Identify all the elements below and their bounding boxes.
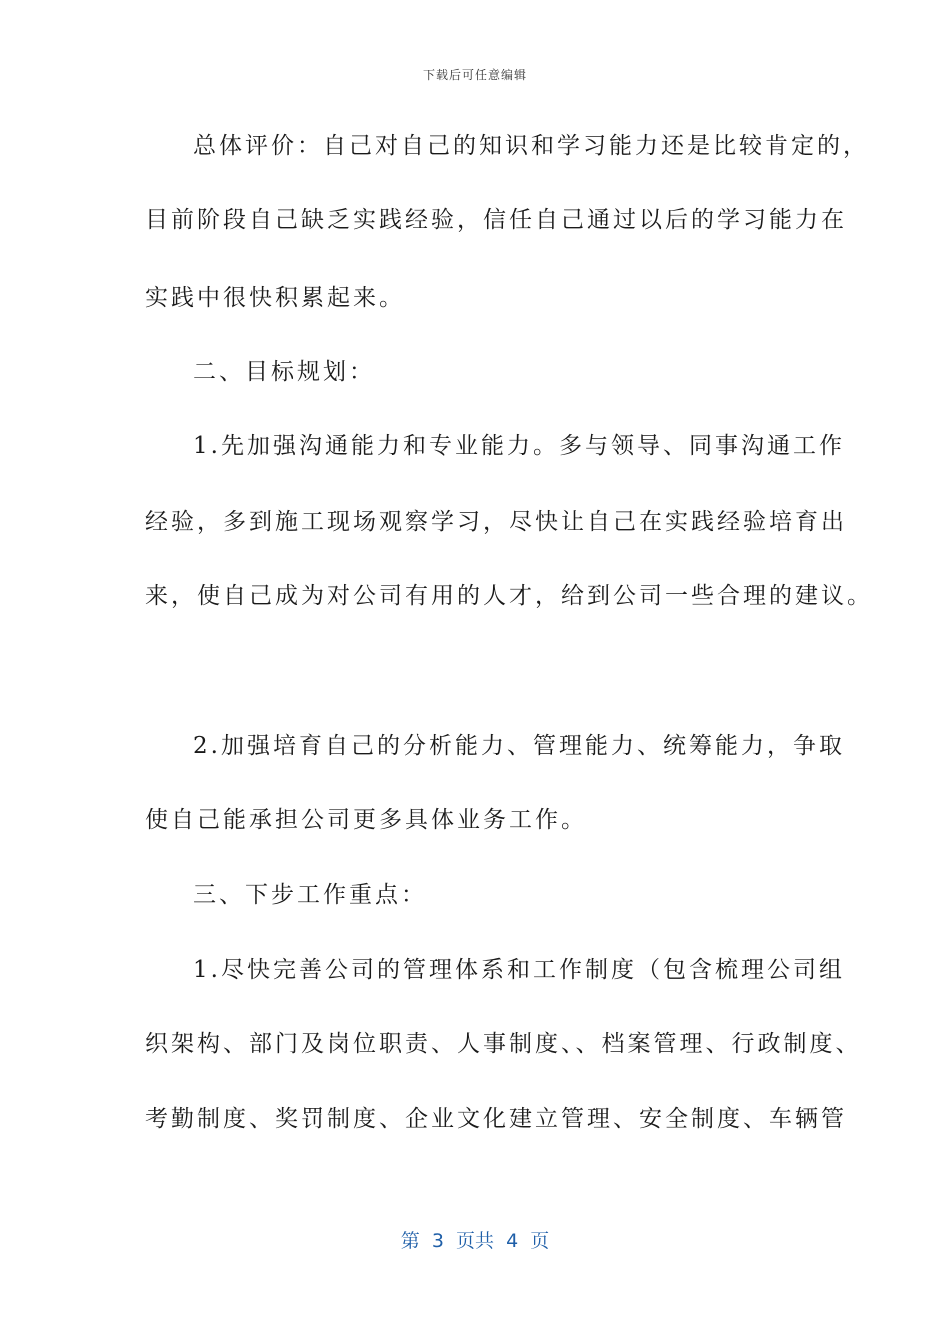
paragraph-line: 实践中很快积累起来。	[145, 285, 405, 311]
paragraph-line: 总体评价：自己对自己的知识和学习能力还是比较肯定的，	[193, 133, 869, 159]
paragraph-line: 目前阶段自己缺乏实践经验，信任自己通过以后的学习能力在	[145, 207, 847, 233]
paragraph-line: 织架构、部门及岗位职责、人事制度、、档案管理、行政制度、	[145, 1031, 862, 1057]
page-number: 第 3 页共 4 页	[400, 1230, 550, 1252]
paragraph-line: 2.加强培育自己的分析能力、管理能力、统筹能力，争取	[193, 733, 845, 759]
paragraph-line: 1.尽快完善公司的管理体系和工作制度（包含梳理公司组	[193, 957, 845, 983]
header-note: 下载后可任意编辑	[422, 68, 527, 82]
section-heading: 三、下步工作重点：	[193, 882, 427, 908]
paragraph-line: 1.先加强沟通能力和专业能力。多与领导、同事沟通工作	[193, 433, 845, 459]
paragraph-line: 使自己能承担公司更多具体业务工作。	[145, 807, 587, 833]
paragraph-line: 来，使自己成为对公司有用的人才，给到公司一些合理的建议。	[145, 583, 873, 609]
paragraph-line: 考勤制度、奖罚制度、企业文化建立管理、安全制度、车辆管	[145, 1106, 847, 1132]
paragraph-line: 经验，多到施工现场观察学习，尽快让自己在实践经验培育出	[145, 509, 847, 535]
section-heading: 二、目标规划：	[193, 359, 375, 385]
